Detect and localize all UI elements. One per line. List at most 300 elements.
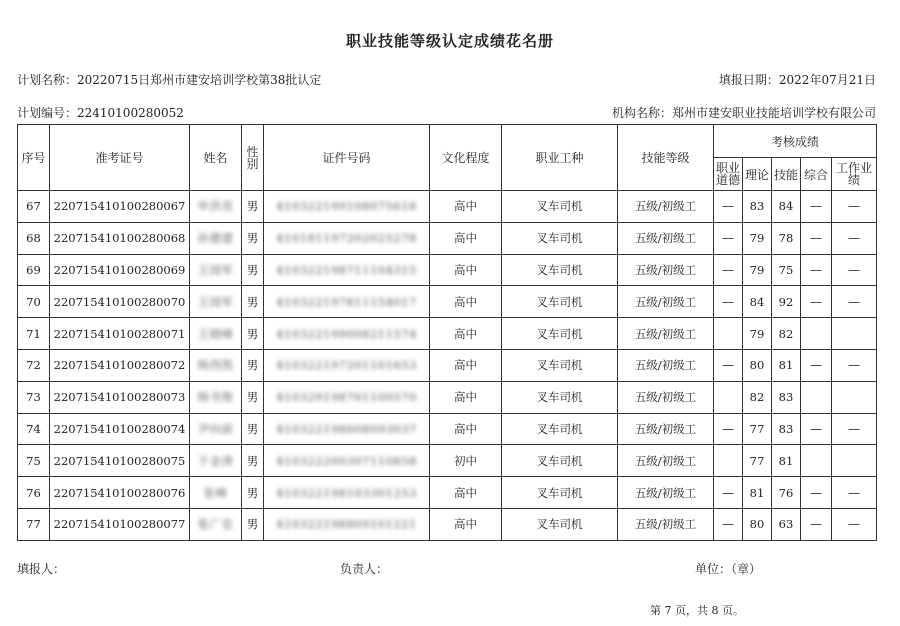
table-row — [18, 349, 877, 381]
row-ethics-cell — [714, 318, 743, 350]
header-seq: 序号 — [18, 125, 50, 191]
row-comprehensive: — — [810, 421, 822, 436]
row-work-cell — [832, 286, 877, 318]
row-gender-cell — [242, 349, 264, 381]
table-row — [18, 508, 877, 540]
row-seq-cell — [18, 508, 50, 540]
row-skill: 83 — [778, 390, 794, 405]
row-theory-cell — [743, 381, 772, 413]
row-ethics-cell — [714, 349, 743, 381]
row-level: 五级/初级工 — [634, 294, 697, 309]
row-comprehensive: — — [810, 294, 822, 309]
row-id-no-cell — [264, 445, 430, 477]
row-level: 五级/初级工 — [634, 517, 697, 532]
row-ethics-cell — [714, 222, 743, 254]
row-skill-cell — [772, 191, 801, 223]
row-work: — — [848, 294, 861, 309]
row-theory-cell — [743, 413, 772, 445]
row-level: 五级/初级工 — [634, 358, 697, 373]
row-name-cell — [190, 191, 242, 223]
row-id-no-cell — [264, 191, 430, 223]
row-gender: 男 — [246, 517, 259, 532]
row-ethics-cell — [714, 381, 743, 413]
row-job: 叉车司机 — [536, 358, 583, 373]
row-job: 叉车司机 — [536, 326, 583, 341]
row-ethics: — — [722, 294, 734, 309]
row-exam-no: 220715410100280075 — [53, 453, 186, 468]
row-name: 张广忠 — [197, 517, 234, 532]
row-theory: 77 — [749, 453, 765, 468]
row-name: 杨西凯 — [197, 358, 234, 373]
page-indicator: 第 7 页，共 8 页。 — [650, 604, 744, 617]
row-gender: 男 — [246, 294, 259, 309]
row-exam-no-cell — [50, 508, 190, 540]
row-ethics: — — [722, 485, 734, 500]
header-ethics: 职业道德 — [714, 158, 743, 191]
row-theory-cell — [743, 286, 772, 318]
row-seq: 68 — [26, 231, 41, 246]
table-row — [18, 318, 877, 350]
row-ethics-cell — [714, 508, 743, 540]
row-exam-no-cell — [50, 318, 190, 350]
row-id-no-cell — [264, 318, 430, 350]
row-level: 五级/初级工 — [634, 199, 697, 214]
row-id-no: 410322198711104315 — [276, 262, 417, 277]
row-exam-no-cell — [50, 254, 190, 286]
roster-body — [18, 191, 877, 541]
row-gender: 男 — [246, 326, 259, 341]
row-work-cell — [832, 445, 877, 477]
row-gender: 男 — [246, 390, 259, 405]
row-ethics-cell — [714, 286, 743, 318]
row-skill: 75 — [778, 262, 794, 277]
plan-number: 计划编号：22410100280052 — [17, 106, 184, 120]
row-level: 五级/初级工 — [634, 262, 697, 277]
row-work-cell — [832, 381, 877, 413]
row-id-no-cell — [264, 477, 430, 509]
row-id-no-cell — [264, 349, 430, 381]
row-gender: 男 — [246, 231, 259, 246]
row-comprehensive: — — [810, 517, 822, 532]
row-education-cell — [430, 349, 502, 381]
row-level-cell — [618, 286, 714, 318]
row-seq: 71 — [26, 326, 41, 341]
row-name: 王国军 — [197, 294, 234, 309]
row-gender: 男 — [246, 485, 259, 500]
row-ethics-cell — [714, 413, 743, 445]
row-job-cell — [502, 508, 618, 540]
row-education: 高中 — [454, 358, 477, 373]
row-comprehensive-cell — [801, 349, 832, 381]
row-education-cell — [430, 381, 502, 413]
row-education: 初中 — [454, 453, 477, 468]
row-id-no-cell — [264, 413, 430, 445]
row-exam-no-cell — [50, 477, 190, 509]
row-skill-cell — [772, 477, 801, 509]
document-title: 职业技能等级认定成绩花名册 — [345, 32, 554, 50]
row-skill: 81 — [778, 453, 794, 468]
row-level-cell — [618, 222, 714, 254]
row-gender: 男 — [246, 358, 259, 373]
row-exam-no: 220715410100280072 — [53, 358, 186, 373]
row-seq-cell — [18, 381, 50, 413]
row-education-cell — [430, 508, 502, 540]
row-job-cell — [502, 477, 618, 509]
row-skill-cell — [772, 222, 801, 254]
row-comprehensive-cell — [801, 318, 832, 350]
row-education-cell — [430, 477, 502, 509]
row-gender: 男 — [246, 421, 259, 436]
row-name-cell — [190, 286, 242, 318]
row-exam-no: 220715410100280070 — [53, 294, 186, 309]
row-gender-cell — [242, 413, 264, 445]
row-exam-no-cell — [50, 349, 190, 381]
row-comprehensive: — — [810, 485, 822, 500]
row-name-cell — [190, 318, 242, 350]
row-skill: 82 — [778, 326, 794, 341]
row-work-cell — [832, 349, 877, 381]
row-work: — — [848, 231, 861, 246]
table-row — [18, 191, 877, 223]
header-scores: 考核成绩 — [714, 125, 877, 158]
row-id-no-cell — [264, 222, 430, 254]
row-id-no: 410181197202025278 — [276, 231, 417, 246]
row-name: 王晓峰 — [197, 326, 234, 341]
row-level-cell — [618, 508, 714, 540]
row-education: 高中 — [454, 199, 477, 214]
row-level-cell — [618, 381, 714, 413]
header-gender: 性别 — [242, 125, 264, 191]
row-comprehensive-cell — [801, 381, 832, 413]
row-seq: 77 — [26, 517, 41, 532]
row-exam-no: 220715410100280068 — [53, 231, 186, 246]
row-education-cell — [430, 222, 502, 254]
row-seq: 69 — [26, 262, 41, 277]
row-comprehensive: — — [810, 358, 822, 373]
row-job: 叉车司机 — [536, 517, 583, 532]
row-seq-cell — [18, 254, 50, 286]
row-job-cell — [502, 381, 618, 413]
row-theory: 84 — [749, 294, 765, 309]
header-exam-no: 准考证号 — [50, 125, 190, 191]
row-seq: 73 — [26, 390, 41, 405]
row-id-no: 410322198809101221 — [276, 517, 417, 532]
row-skill: 76 — [778, 485, 794, 500]
row-skill-cell — [772, 286, 801, 318]
row-job: 叉车司机 — [536, 485, 583, 500]
row-job-cell — [502, 191, 618, 223]
row-job-cell — [502, 349, 618, 381]
row-name: 杨书俊 — [197, 390, 234, 405]
row-job-cell — [502, 254, 618, 286]
row-ethics: — — [722, 421, 734, 436]
row-exam-no: 220715410100280073 — [53, 390, 186, 405]
row-level: 五级/初级工 — [634, 326, 697, 341]
row-theory-cell — [743, 477, 772, 509]
row-education-cell — [430, 286, 502, 318]
row-skill-cell — [772, 349, 801, 381]
row-exam-no-cell — [50, 445, 190, 477]
row-job-cell — [502, 413, 618, 445]
row-work: — — [848, 358, 861, 373]
row-comprehensive: — — [810, 231, 822, 246]
row-seq: 70 — [26, 294, 41, 309]
header-id-no: 证件号码 — [264, 125, 430, 191]
row-theory: 80 — [749, 358, 765, 373]
row-education: 高中 — [454, 231, 477, 246]
row-work-cell — [832, 191, 877, 223]
row-level: 五级/初级工 — [634, 421, 697, 436]
score-roster-table — [17, 124, 877, 541]
row-work: — — [848, 485, 861, 500]
row-id-no: 410322199108075618 — [276, 199, 417, 214]
row-gender-cell — [242, 254, 264, 286]
row-skill: 84 — [778, 199, 794, 214]
row-ethics-cell — [714, 254, 743, 286]
row-comprehensive-cell — [801, 413, 832, 445]
row-name: 于金涛 — [197, 453, 234, 468]
row-exam-no-cell — [50, 191, 190, 223]
row-name: 尹向前 — [197, 421, 234, 436]
row-job-cell — [502, 286, 618, 318]
row-comprehensive: — — [810, 262, 822, 277]
row-work-cell — [832, 318, 877, 350]
row-ethics-cell — [714, 477, 743, 509]
row-exam-no-cell — [50, 413, 190, 445]
row-gender-cell — [242, 222, 264, 254]
row-seq: 67 — [26, 199, 41, 214]
row-name-cell — [190, 222, 242, 254]
row-theory: 81 — [749, 485, 765, 500]
header-education: 文化程度 — [430, 125, 502, 191]
row-exam-no: 220715410100280077 — [53, 517, 186, 532]
row-skill-cell — [772, 254, 801, 286]
row-education: 高中 — [454, 390, 477, 405]
row-level-cell — [618, 318, 714, 350]
row-education: 高中 — [454, 326, 477, 341]
row-level: 五级/初级工 — [634, 453, 697, 468]
row-id-no-cell — [264, 286, 430, 318]
row-comprehensive-cell — [801, 191, 832, 223]
row-skill-cell — [772, 445, 801, 477]
row-education: 高中 — [454, 262, 477, 277]
table-row — [18, 286, 877, 318]
row-comprehensive: — — [810, 199, 822, 214]
responsible-label: 负责人： — [340, 562, 389, 576]
header-comprehensive: 综合 — [801, 158, 832, 191]
row-name-cell — [190, 413, 242, 445]
row-skill-cell — [772, 318, 801, 350]
report-date: 填报日期：2022年07月21日 — [718, 73, 876, 87]
row-gender: 男 — [246, 199, 259, 214]
row-id-no: 410322199008211574 — [276, 326, 417, 341]
row-gender-cell — [242, 318, 264, 350]
row-education-cell — [430, 413, 502, 445]
row-skill-cell — [772, 381, 801, 413]
row-work: — — [848, 421, 861, 436]
unit-seal-label: 单位：（章） — [695, 562, 762, 576]
row-job: 叉车司机 — [536, 262, 583, 277]
row-seq-cell — [18, 445, 50, 477]
row-education-cell — [430, 445, 502, 477]
row-gender: 男 — [246, 453, 259, 468]
row-gender-cell — [242, 286, 264, 318]
row-id-no: 410322197201101653 — [276, 358, 417, 373]
row-education: 高中 — [454, 517, 477, 532]
row-gender-cell — [242, 381, 264, 413]
row-seq: 72 — [26, 358, 41, 373]
row-theory-cell — [743, 318, 772, 350]
row-id-no: 410322200307110858 — [276, 453, 417, 468]
row-comprehensive-cell — [801, 222, 832, 254]
row-education-cell — [430, 318, 502, 350]
row-job-cell — [502, 445, 618, 477]
row-theory: 79 — [749, 262, 765, 277]
row-theory-cell — [743, 222, 772, 254]
row-skill: 78 — [778, 231, 794, 246]
row-exam-no: 220715410100280074 — [53, 421, 186, 436]
row-theory-cell — [743, 508, 772, 540]
row-theory-cell — [743, 191, 772, 223]
row-name: 张峰 — [203, 485, 228, 500]
row-education: 高中 — [454, 421, 477, 436]
row-exam-no: 220715410100280067 — [53, 199, 186, 214]
row-seq-cell — [18, 349, 50, 381]
row-exam-no: 220715410100280069 — [53, 262, 186, 277]
row-name-cell — [190, 349, 242, 381]
table-row — [18, 254, 877, 286]
row-skill: 83 — [778, 421, 794, 436]
row-level-cell — [618, 413, 714, 445]
table-row — [18, 477, 877, 509]
row-theory-cell — [743, 445, 772, 477]
row-level-cell — [618, 191, 714, 223]
table-row — [18, 445, 877, 477]
row-seq-cell — [18, 191, 50, 223]
row-ethics-cell — [714, 191, 743, 223]
row-theory: 77 — [749, 421, 765, 436]
row-level-cell — [618, 445, 714, 477]
row-work-cell — [832, 477, 877, 509]
row-seq: 76 — [26, 485, 41, 500]
row-theory: 80 — [749, 517, 765, 532]
header-theory: 理论 — [743, 158, 772, 191]
row-theory-cell — [743, 349, 772, 381]
row-work-cell — [832, 222, 877, 254]
row-ethics-cell — [714, 445, 743, 477]
row-comprehensive-cell — [801, 477, 832, 509]
row-id-no: 410322198103301253 — [276, 485, 417, 500]
row-id-no-cell — [264, 508, 430, 540]
row-work: — — [848, 262, 861, 277]
row-work: — — [848, 199, 861, 214]
row-theory: 79 — [749, 231, 765, 246]
row-name: 申洪亮 — [197, 199, 234, 214]
row-level: 五级/初级工 — [634, 390, 697, 405]
row-ethics: — — [722, 358, 734, 373]
row-theory: 82 — [749, 390, 765, 405]
organization-name: 机构名称：郑州市建安职业技能培训学校有限公司 — [611, 106, 876, 120]
row-ethics: — — [722, 517, 734, 532]
row-ethics: — — [722, 231, 734, 246]
row-id-no-cell — [264, 381, 430, 413]
row-level: 五级/初级工 — [634, 231, 697, 246]
reporter-label: 填报人： — [17, 562, 66, 576]
row-level-cell — [618, 349, 714, 381]
row-seq-cell — [18, 477, 50, 509]
row-skill: 92 — [778, 294, 794, 309]
row-name-cell — [190, 445, 242, 477]
row-theory: 79 — [749, 326, 765, 341]
row-comprehensive-cell — [801, 254, 832, 286]
header-level: 技能等级 — [618, 125, 714, 191]
row-exam-no: 220715410100280076 — [53, 485, 186, 500]
row-id-no-cell — [264, 254, 430, 286]
row-id-no: 410322197811154017 — [276, 294, 417, 309]
row-id-no: 410322198608093037 — [276, 421, 417, 436]
row-gender-cell — [242, 477, 264, 509]
row-skill-cell — [772, 508, 801, 540]
header-work: 工作业绩 — [832, 158, 877, 191]
table-row — [18, 413, 877, 445]
row-name: 王国军 — [197, 262, 234, 277]
row-gender-cell — [242, 508, 264, 540]
row-ethics: — — [722, 199, 734, 214]
plan-name: 计划名称：20220715日郑州市建安培训学校第38批认定 — [17, 73, 322, 87]
row-exam-no-cell — [50, 286, 190, 318]
row-level-cell — [618, 477, 714, 509]
row-education-cell — [430, 254, 502, 286]
row-job: 叉车司机 — [536, 453, 583, 468]
row-name: 孙德建 — [197, 231, 234, 246]
row-seq-cell — [18, 318, 50, 350]
row-education: 高中 — [454, 485, 477, 500]
row-job: 叉车司机 — [536, 294, 583, 309]
row-seq: 74 — [26, 421, 41, 436]
row-name-cell — [190, 381, 242, 413]
row-comprehensive-cell — [801, 445, 832, 477]
row-level: 五级/初级工 — [634, 485, 697, 500]
row-name-cell — [190, 254, 242, 286]
row-work: — — [848, 517, 861, 532]
row-name-cell — [190, 477, 242, 509]
row-gender: 男 — [246, 262, 259, 277]
row-ethics: — — [722, 262, 734, 277]
table-row — [18, 222, 877, 254]
row-job-cell — [502, 222, 618, 254]
row-exam-no: 220715410100280071 — [53, 326, 186, 341]
row-comprehensive-cell — [801, 508, 832, 540]
row-job-cell — [502, 318, 618, 350]
row-work-cell — [832, 254, 877, 286]
row-theory: 83 — [749, 199, 765, 214]
row-id-no: 410329198701100570 — [276, 390, 417, 405]
row-seq: 75 — [26, 453, 41, 468]
header-job: 职业工种 — [502, 125, 618, 191]
row-education-cell — [430, 191, 502, 223]
row-education: 高中 — [454, 294, 477, 309]
row-job: 叉车司机 — [536, 231, 583, 246]
row-theory-cell — [743, 254, 772, 286]
row-exam-no-cell — [50, 381, 190, 413]
row-gender-cell — [242, 191, 264, 223]
header-name: 姓名 — [190, 125, 242, 191]
row-seq-cell — [18, 286, 50, 318]
table-row — [18, 381, 877, 413]
row-job: 叉车司机 — [536, 390, 583, 405]
row-seq-cell — [18, 413, 50, 445]
row-skill: 81 — [778, 358, 794, 373]
